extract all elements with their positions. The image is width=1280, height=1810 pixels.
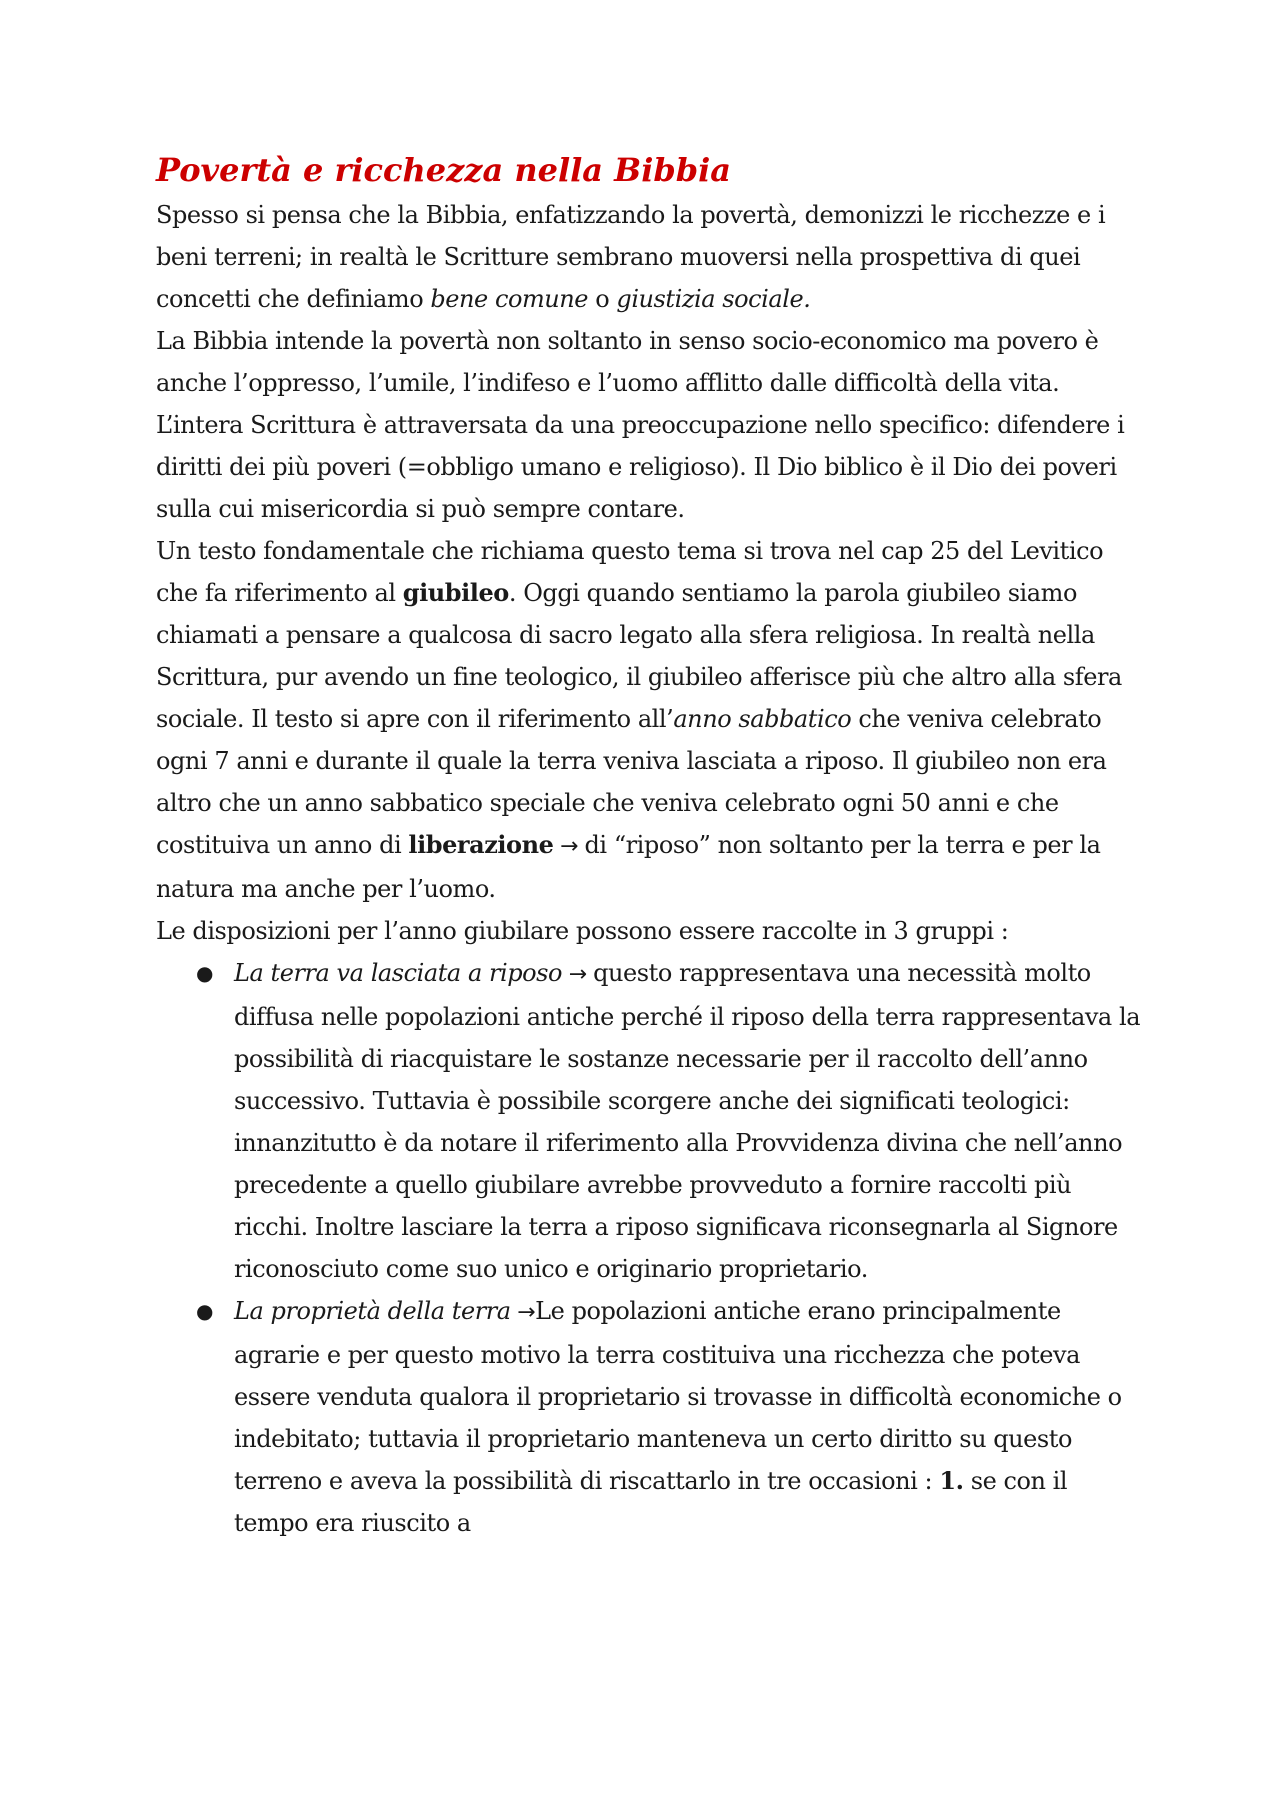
emphasis-bene-comune: bene comune [430,285,589,313]
arrow-icon: → [510,1300,536,1325]
p3-text-rest: . Oggi quando sentiamo la parola giubileo siamo chiamati a pensare a qualcosa di sacro legato alla sfera religiosa. In realtà nella Scrittura, pur avendo un fine teologico, il giubileo afferisce più che altro alla sfera sociale. Il testo si apre con il riferimento all’ [156,579,1122,733]
p3-text-end: di “riposo” non soltanto per la terra e per la natura ma anche per l’uomo. [156,831,1101,903]
page-title: Povertà e ricchezza nella Bibbia [156,151,731,189]
intro-text-mid: o [588,285,617,313]
intro-paragraph-1 [156,194,1146,320]
intro-paragraph-3 [156,530,1146,910]
emphasis-giustizia-sociale: giustizia sociale. [616,285,811,313]
bullet-icon: ● [196,961,214,985]
list-item-heading: La proprietà della terra [234,1297,511,1325]
arrow-icon: → [553,834,585,859]
list-item [196,952,1146,1290]
bold-giubileo: giubileo [402,578,509,607]
intro-paragraph-2: La Bibbia intende la povertà non soltanto in senso socio-economico ma povero è anche l’oppresso, l’umile, l’indifeso e l’uomo afflitto dalle difficoltà della vita. L’intera Scrittura è attraversata da una preoccupazione nello specifico: difendere i diritti dei più poveri (=obbligo umano e religioso). Il Dio biblico è il Dio dei poveri sulla cui misericordia si può sempre contare. [156,327,1125,523]
list-item [196,1290,1146,1544]
document-page [156,150,1146,1544]
bold-liberazione: liberazione [408,830,554,859]
p3-text: Un testo fondamentale che richiama questo tema si trova nel cap 25 del Levitico che fa riferimento al [156,537,1104,607]
p3-text-rest2: che veniva celebrato ogni 7 anni e durante il quale la terra veniva lasciata a riposo. Il giubileo non era altro che un anno sabbatico speciale che veniva celebrato ogni 50 anni e che costituiva un anno di [156,705,1107,859]
list-item-tail: se con il tempo era riuscito a [234,1467,1068,1537]
emphasis-anno-sabbatico: anno sabbatico [673,705,852,733]
arrow-icon: → [562,962,594,987]
list-number: 1. [939,1466,964,1495]
intro-text: Spesso si pensa che la Bibbia, enfatizzando la povertà, demonizzi le ricchezze e i beni terreni; in realtà le Scritture sembrano muoversi nella prospettiva di quei concetti che definiamo [156,201,1106,313]
list-item-text: questo rappresentava una necessità molto diffusa nelle popolazioni antiche perché il riposo della terra rappresentava la possibilità di riacquistare le sostanze necessarie per il raccolto dell’anno successivo. Tuttavia è possibile scorgere anche dei significati teologici: innanzitutto è da notare il riferimento alla Provvidenza divina che nell’anno precedente a quello giubilare avrebbe provveduto a fornire raccolti più ricchi. Inoltre lasciare la terra a riposo significava riconsegnarla al Signore riconosciuto come suo unico e originario proprietario. [234,959,1141,1283]
list-item-text: Le popolazioni antiche erano principalmente agrarie e per questo motivo la terra costituiva una ricchezza che poteva essere venduta qualora il proprietario si trovasse in difficoltà economiche o indebitato; tuttavia il proprietario manteneva un certo diritto su questo terreno e aveva la possibilità di riscattarlo in tre occasioni : [234,1297,1122,1495]
groups-list [156,952,1146,1544]
list-item-heading: La terra va lasciata a riposo [234,959,563,987]
bullet-icon: ● [196,1299,214,1323]
intro-paragraph-4: Le disposizioni per l’anno giubilare possono essere raccolte in 3 gruppi : [156,917,1009,945]
